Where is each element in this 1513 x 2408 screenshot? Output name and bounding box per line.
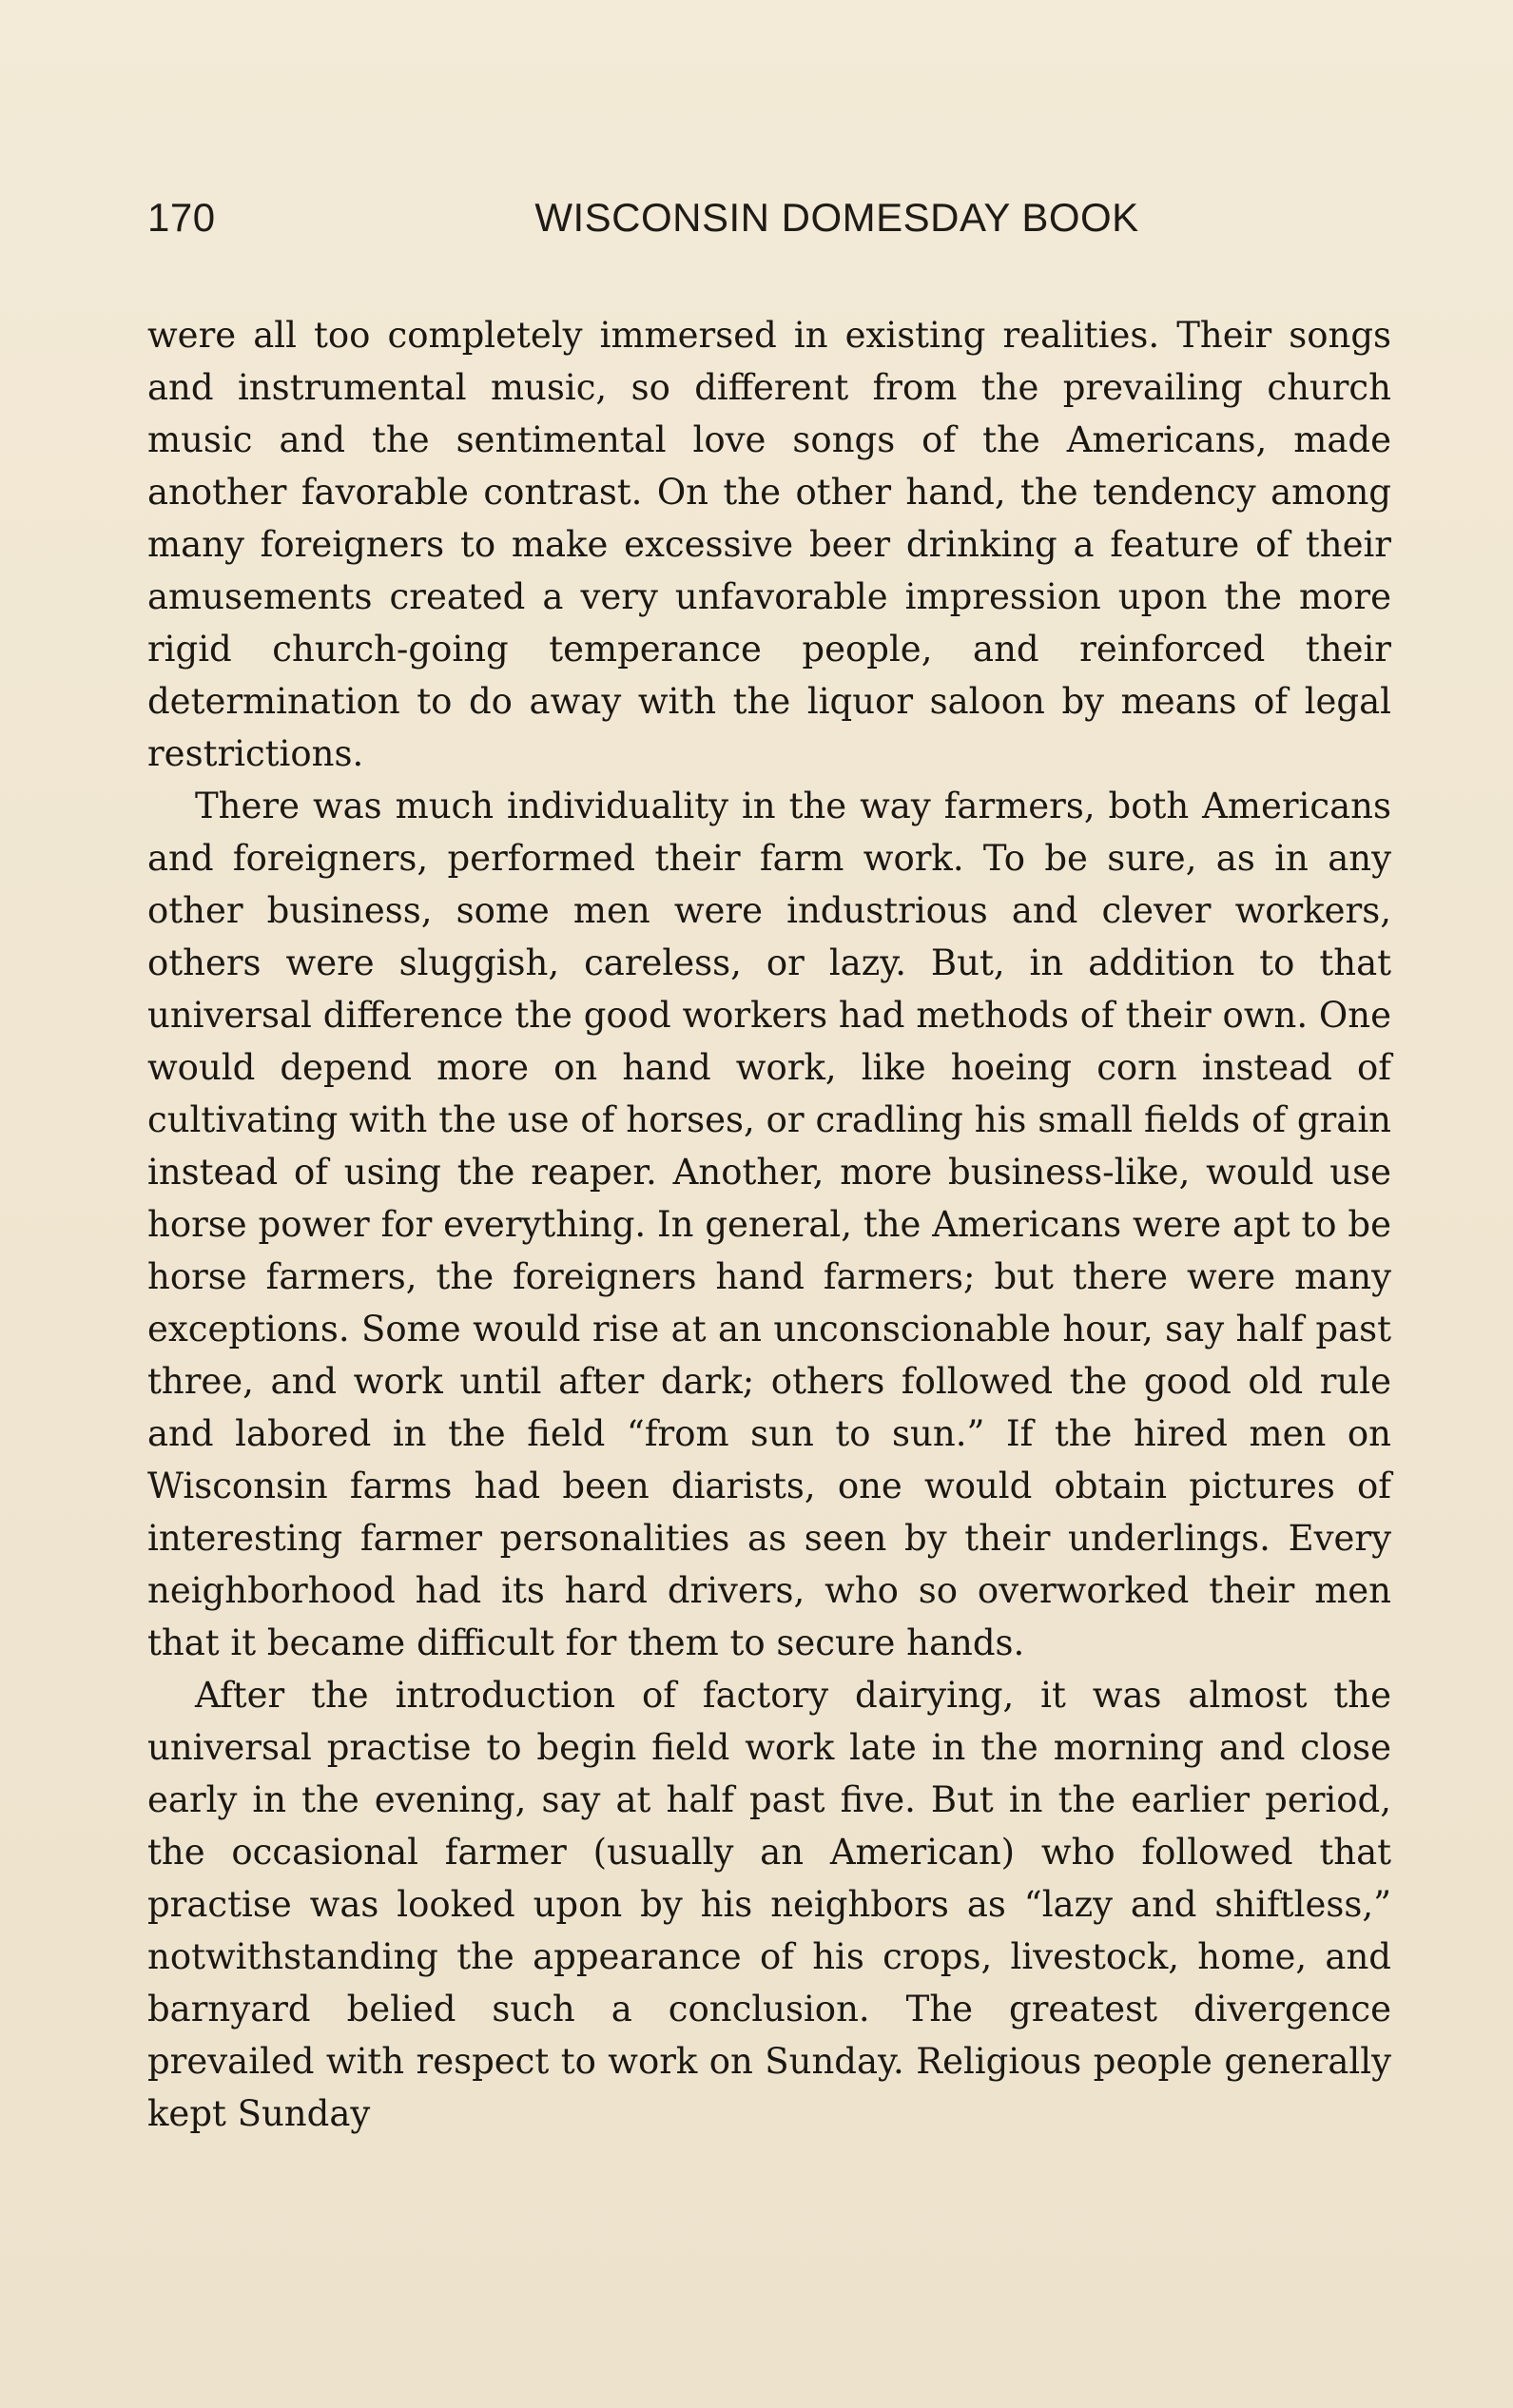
page-number: 170 [147, 195, 216, 240]
paragraph-factory-dairying: After the introduction of factory dairying, it was almost the universal practise to begin field work late in the morning and close early in the evening, say at half past five. But in the earlier period, the occasional farmer (usually an American) who followed that practise was looked upon by his neighbors as “lazy and shiftless,” notwithstanding the appearance of his crops, livestock, home, and barnyard belied such a conclusion. The greatest divergence prevailed with respect to work on Sunday. Religious people generally kept Sunday [147, 1675, 1391, 2134]
running-head [147, 195, 1391, 252]
book-title: WISCONSIN DOMESDAY BOOK [534, 195, 1139, 240]
body-text [147, 309, 1391, 2140]
paragraph-farm-work-individuality: There was much individuality in the way farmers, both Americans and foreigners, performed their farm work. To be sure, as in any other business, some men were industrious and clever workers, others were sluggish, careless, or lazy. But, in addition to that universal difference the good workers had methods of their own. One would depend more on hand work, like hoeing corn instead of cultivating with the use of horses, or cradling his small fields of grain instead of using the reaper. Another, more business-like, would use horse power for everything. In general, the Americans were apt to be horse farmers, the foreigners hand farmers; but there were many exceptions. Some would rise at an unconscionable hour, say half past three, and work until after dark; others followed the good old rule and labored in the field “from sun to sun.” If the hired men on Wisconsin farms had been diarists, one would obtain pictures of interesting farmer personalities as seen by their underlings. Every neighborhood had its hard drivers, who so overworked their men that it became difficult for them to secure hands. [147, 786, 1391, 1663]
paragraph-continued: were all too completely immersed in existing realities. Their songs and instrumental music, so different from the prevailing church music and the sentimental love songs of the Americans, made another favorable contrast. On the other hand, the tendency among many foreigners to make excessive beer drinking a feature of their amusements created a very unfavorable impression upon the more rigid church-going temperance people, and reinforced their determination to do away with the liquor saloon by means of legal restrictions. [147, 315, 1391, 774]
